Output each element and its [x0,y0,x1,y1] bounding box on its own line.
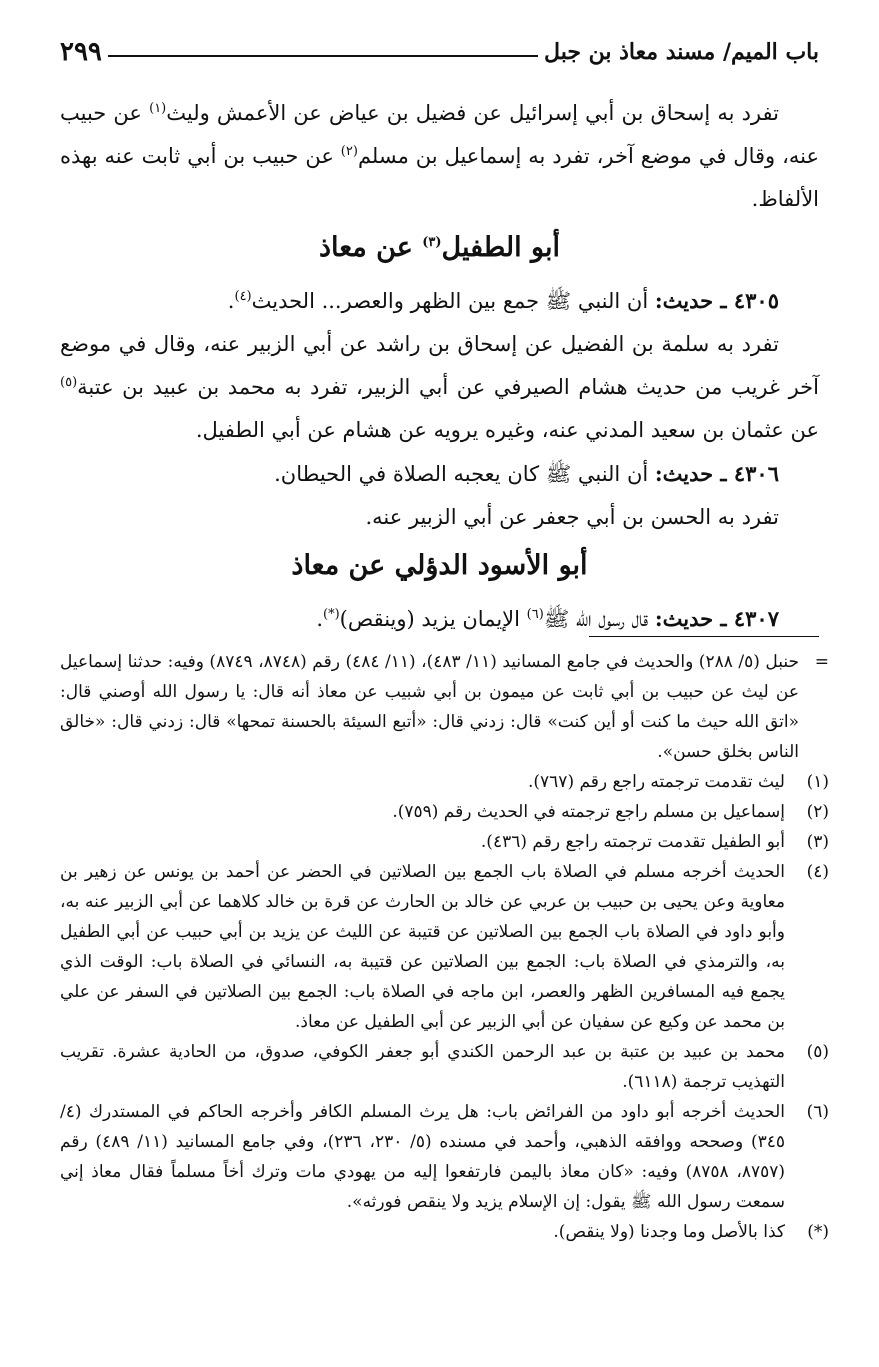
footnote-item [60,1037,829,1097]
hadith-number: ٤٣٠٧ ـ حديث: [654,606,779,631]
footnote-ref-3: (٣) [422,235,442,250]
paragraph-1-text-b: عن حبيب عنه، وقال في موضع آخر، تفرد به إسماعيل بن مسلم [60,101,819,168]
hadith-text: قال رسول الله ﷺ [543,607,655,631]
paragraph-2-text-b: عن عثمان بن سعيد المدني عنه، وغيره يرويه عن هشام عن أبي الطفيل. [195,418,819,442]
footnote-text: الحديث أخرجه أبو داود من الفرائض باب: هل يرث المسلم الكافر وأخرجه الحاكم في المستدرك (٤/ ٣٤٥) وصححه ووافقه الذهبي، وأحمد في مسنده (٥/ ٢٣٠، ٢٣٦)، وفي جامع المسانيد (١١/ ٤٨٩) رقم (٨٧٥٧، ٨٧٥٨) وفيه: «كان معاذ باليمن فارتفعوا إليه من يهودي مات وترك أخاً مسلماً فقال معاذ إني سمعت رسول الله ﷺ يقول: إن الإسلام يزيد ولا ينقص فورثه». [60,1102,786,1212]
hadith-text: أن النبي ﷺ كان يعجبه الصلاة في الحيطان. [274,462,655,486]
paragraph-3 [60,496,819,539]
footnotes [60,647,829,1247]
running-title: باب الميم/ مسند معاذ بن جبل [544,39,819,65]
footnote-number: (٢) [806,802,829,822]
paragraph-1-text: تفرد به إسحاق بن أبي إسرائيل عن فضيل بن عياض عن الأعمش وليث [166,101,779,125]
footnote-text: أبو الطفيل تقدمت ترجمته راجع رقم (٤٣٦). [480,832,785,852]
hadith-text: أن النبي ﷺ جمع بين الظهر والعصر... الحديث [251,289,655,313]
footnote-ref-4: (٤) [234,289,252,304]
footnote-text: محمد بن عبيد بن عتبة بن عبد الرحمن الكندي أبو جعفر الكوفي، صدوق، من الحادية عشرة. تقريب التهذيب ترجمة (٦١١٨). [60,1042,785,1092]
paragraph-1 [60,92,819,221]
footnote-text: ليث تقدمت ترجمته راجع رقم (٧٦٧). [528,772,785,792]
footnote-text: إسماعيل بن مسلم راجع ترجمته في الحديث رقم (٧٥٩). [392,802,785,822]
footnote-number: (٥) [806,1042,829,1062]
footnote-number: (٣) [806,832,829,852]
hadith-end: . [227,289,235,313]
main-text [60,92,819,641]
footnote-ref-star: (*) [323,607,340,622]
footnote-ref-2: (٢) [340,144,358,159]
footnote-ref-5: (٥) [60,375,78,390]
continuation-mark: = [814,652,829,672]
header-rule [108,55,538,57]
footnote-text: كذا بالأصل وما وجدنا (ولا ينقص). [553,1222,785,1242]
hadith-number: ٤٣٠٥ ـ حديث: [654,288,779,313]
section-heading-abu-aswad: أبو الأسود الدؤلي عن معاذ [291,550,588,581]
hadith-4305 [60,279,819,323]
continuation-text: حنبل (٥/ ٢٨٨) والحديث في جامع المسانيد (١١/ ٤٨٣)، (١١/ ٤٨٤) رقم (٨٧٤٨، ٨٧٤٩) وفيه: حدثنا إسماعيل عن ليث عن حبيب بن أبي ثابت عن ميمون بن أبي شبيب عن معاذ أنه قال: يا رسول الله أوصني قال: «اتق الله حيث ما كنت أو أين كنت» قال: زدني قال: «أتبع السيئة بالحسنة تمحها» قال: زدني قال: «خالق الناس بخلق حسن». [60,652,800,762]
hadith-number: ٤٣٠٦ ـ حديث: [654,461,779,486]
footnote-item [60,1217,829,1247]
hadith-text-b: الإيمان يزيد (وينقص) [339,607,527,631]
hadith-end: . [316,607,323,631]
paragraph-3-text: تفرد به الحسن بن أبي جعفر عن أبي الزبير عنه. [365,505,779,529]
footnote-ref-6: (٦) [526,607,544,622]
footnote-divider [589,636,819,637]
heading-1-text-b: عن معاذ [319,232,423,263]
section-heading-abu-tufail [60,223,819,273]
footnote-text: الحديث أخرجه مسلم في الصلاة باب الجمع بين الصلاتين في الحضر عن أحمد بن يونس عن زهير بن معاوية وعن يحيى بن حبيب بن عربي عن خالد بن الحارث عن قرة بن خالد كلاهما عن أبي الزبير عنه به، وأبو داود في الصلاة باب الجمع بين الصلاتين عن قتيبة عن الليث عن يزيد بن أبي حبيب عن أبي الطفيل به، والترمذي في الصلاة باب: الجمع بين الصلاتين عن قتيبة به، النسائي في الصلاة باب: الوقت الذي يجمع فيه المسافرين الظهر والعصر، ابن ماجه في الصلاة باب: الجمع بين الصلاتين في السفر عن علي بن محمد عن وكيع عن سفيان عن أبي الزبير عن أبي الطفيل عن معاذ. [60,862,785,1032]
paragraph-2-text: تفرد به سلمة بن الفضيل عن إسحاق بن راشد عن أبي الزبير عنه، وقال في موضع آخر غريب من حديث هشام الصيرفي عن أبي الزبير، تفرد به محمد بن عبيد بن عتبة [60,332,819,399]
footnote-item [60,827,829,857]
footnote-number: (*) [807,1222,829,1242]
footnote-number: (١) [806,772,829,792]
footnote-item [60,767,829,797]
paragraph-2 [60,323,819,452]
footnote-number: (٤) [806,862,829,882]
page-header [60,32,819,72]
page-number: ٢٩٩ [60,37,102,67]
footnote-number: (٦) [806,1102,829,1122]
footnote-continuation [60,647,829,767]
footnote-ref-1: (١) [149,101,167,116]
paragraph-1-text-c: عن حبيب بن أبي ثابت عنه بهذه الألفاظ. [60,144,819,211]
footnote-item [60,797,829,827]
footnote-item [60,1097,829,1217]
hadith-4307 [60,597,819,641]
heading-1-text: أبو الطفيل [441,232,560,263]
footnote-item [60,857,829,1037]
hadith-4306 [60,452,819,496]
